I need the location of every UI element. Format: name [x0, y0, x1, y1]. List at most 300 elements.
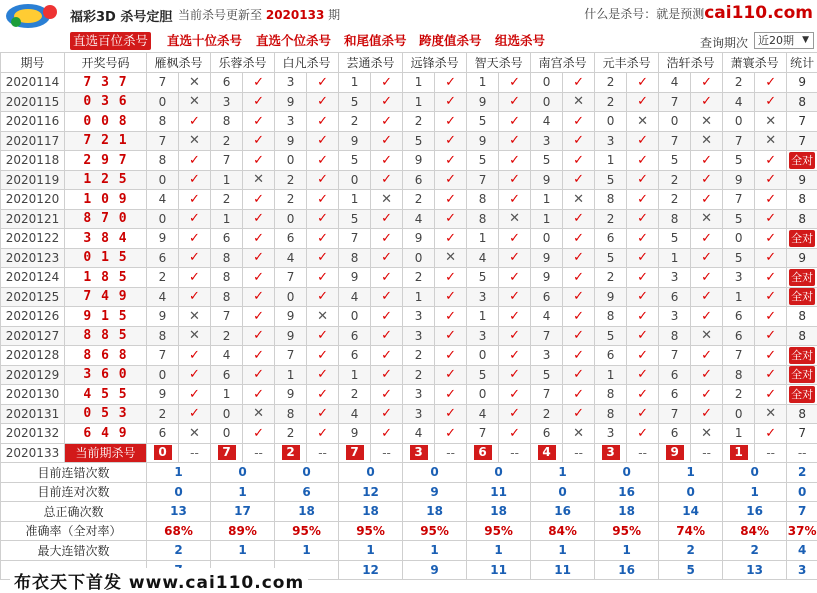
kill-number-cell: 5 — [467, 268, 499, 288]
column-header: 期号 — [1, 53, 65, 73]
kill-number-cell: 7 — [467, 424, 499, 444]
check-icon: ✓ — [307, 131, 339, 151]
check-icon: ✓ — [371, 151, 403, 171]
period-cell: 2020118 — [1, 151, 65, 171]
current-period-row — [1, 443, 817, 463]
check-icon: ✓ — [243, 190, 275, 210]
kill-number-cell: 2 — [339, 385, 371, 405]
check-icon: ✓ — [499, 248, 531, 268]
current-kill-value: 7 — [346, 445, 364, 460]
check-icon: ✓ — [691, 365, 723, 385]
check-icon: ✓ — [179, 346, 211, 366]
check-icon: ✓ — [563, 209, 595, 229]
kill-number-cell: 6 — [659, 385, 691, 405]
site-link[interactable]: cai110.com — [704, 3, 813, 23]
check-icon: ✓ — [627, 92, 659, 112]
kill-number-cell: 4 — [275, 248, 307, 268]
kill-number-cell: 7 — [467, 170, 499, 190]
check-icon: ✓ — [435, 307, 467, 327]
period-cell: 2020123 — [1, 248, 65, 268]
check-icon: ✓ — [371, 268, 403, 288]
stats-value: 0 — [595, 463, 659, 483]
kill-number-cell: 2 — [595, 209, 627, 229]
kill-number-cell: 5 — [339, 151, 371, 171]
kill-number-cell: 0 — [339, 170, 371, 190]
check-icon: ✓ — [755, 248, 787, 268]
stats-value: 18 — [403, 502, 467, 522]
pending-cell: -- — [499, 443, 531, 463]
kill-number-cell: 9 — [723, 170, 755, 190]
kill-number-cell: 0 — [403, 248, 435, 268]
draw-number-cell: 7 4 9 — [65, 287, 147, 307]
kill-number-cell: 1 — [467, 229, 499, 249]
stats-value: 74% — [659, 521, 723, 541]
check-icon: ✓ — [243, 385, 275, 405]
table-row — [1, 248, 817, 268]
check-icon: ✓ — [435, 326, 467, 346]
cross-icon: ✕ — [179, 424, 211, 444]
current-kill-value: 7 — [218, 445, 236, 460]
check-icon: ✓ — [371, 131, 403, 151]
check-icon: ✓ — [243, 131, 275, 151]
cross-icon: ✕ — [691, 209, 723, 229]
check-icon: ✓ — [435, 190, 467, 210]
check-icon: ✓ — [691, 385, 723, 405]
kill-number-cell: 6 — [147, 424, 179, 444]
kill-number-cell: 6 — [211, 229, 243, 249]
kill-number-cell: 5 — [467, 151, 499, 171]
check-icon: ✓ — [691, 287, 723, 307]
period-cell: 2020119 — [1, 170, 65, 190]
check-icon: ✓ — [499, 424, 531, 444]
check-icon: ✓ — [499, 151, 531, 171]
pending-cell: -- — [243, 443, 275, 463]
kill-number-cell: 6 — [723, 326, 755, 346]
kill-number-cell: 7 — [339, 229, 371, 249]
stat-cell — [787, 229, 817, 249]
kill-number-cell: 8 — [211, 268, 243, 288]
kill-number-cell: 6 — [275, 229, 307, 249]
draw-number-cell: 1 2 5 — [65, 170, 147, 190]
check-icon: ✓ — [179, 365, 211, 385]
stats-value: 0 — [339, 463, 403, 483]
kill-number-cell: 7 — [659, 346, 691, 366]
check-icon: ✓ — [435, 229, 467, 249]
check-icon: ✓ — [307, 346, 339, 366]
check-icon: ✓ — [371, 229, 403, 249]
kill-number-cell: 7 — [659, 92, 691, 112]
check-icon: ✓ — [179, 287, 211, 307]
draw-number-cell: 9 1 5 — [65, 307, 147, 327]
period-cell: 2020130 — [1, 385, 65, 405]
stats-value: 95% — [595, 521, 659, 541]
kill-number-cell: 7 — [275, 346, 307, 366]
watermark-text: 布衣天下首发 www.cai110.com — [10, 568, 308, 593]
check-icon: ✓ — [691, 346, 723, 366]
all-correct-badge: 全对 — [789, 152, 815, 169]
kill-number-cell: 9 — [467, 131, 499, 151]
check-icon: ✓ — [371, 112, 403, 132]
kill-number-cell: 5 — [339, 209, 371, 229]
check-icon: ✓ — [243, 112, 275, 132]
check-icon: ✓ — [179, 112, 211, 132]
check-icon: ✓ — [307, 287, 339, 307]
kill-number-cell: 1 — [595, 151, 627, 171]
table-row — [1, 170, 817, 190]
column-header: 远锋杀号 — [403, 53, 467, 73]
kill-number-cell: 5 — [659, 151, 691, 171]
stats-value: 18 — [595, 502, 659, 522]
stats-value: 1 — [211, 541, 275, 561]
update-period: 2020133 — [266, 8, 324, 22]
check-icon: ✓ — [307, 385, 339, 405]
stats-row — [1, 463, 817, 483]
cross-icon: ✕ — [499, 209, 531, 229]
kill-number-cell: 5 — [467, 112, 499, 132]
check-icon: ✓ — [243, 287, 275, 307]
kill-number-cell: 1 — [211, 170, 243, 190]
draw-number-cell: 0 0 8 — [65, 112, 147, 132]
stat-cell: 8 — [787, 92, 817, 112]
kill-number-cell: 1 — [467, 307, 499, 327]
kill-number-cell: 9 — [595, 287, 627, 307]
current-kill-value: 0 — [154, 445, 172, 460]
kill-number-cell: 6 — [147, 248, 179, 268]
cross-icon: ✕ — [243, 170, 275, 190]
kill-number-cell: 5 — [723, 151, 755, 171]
column-header: 白凡杀号 — [275, 53, 339, 73]
kill-number-cell: 2 — [723, 73, 755, 93]
draw-number-cell: 3 8 4 — [65, 229, 147, 249]
check-icon: ✓ — [627, 385, 659, 405]
stats-row — [1, 482, 817, 502]
kill-number-cell: 7 — [659, 131, 691, 151]
cross-icon: ✕ — [691, 112, 723, 132]
check-icon: ✓ — [435, 73, 467, 93]
check-icon: ✓ — [307, 92, 339, 112]
kill-number-cell: 9 — [275, 326, 307, 346]
all-correct-badge: 全对 — [789, 269, 815, 286]
stats-label: 目前连对次数 — [1, 482, 147, 502]
stat-cell — [787, 287, 817, 307]
kill-number-cell: 0 — [211, 404, 243, 424]
kill-number-cell: 7 — [211, 307, 243, 327]
draw-number-cell: 0 1 5 — [65, 248, 147, 268]
current-kill-cell — [595, 443, 627, 463]
stat-cell — [787, 385, 817, 405]
check-icon: ✓ — [243, 365, 275, 385]
tab-hundreds-kill[interactable]: 直选百位杀号 — [70, 32, 151, 50]
check-icon: ✓ — [563, 170, 595, 190]
check-icon: ✓ — [243, 229, 275, 249]
stats-value: 12 — [339, 482, 403, 502]
stats-value: 0 — [275, 463, 339, 483]
column-header: 浩轩杀号 — [659, 53, 723, 73]
period-cell: 2020122 — [1, 229, 65, 249]
check-icon: ✓ — [179, 404, 211, 424]
stats-value: 89% — [211, 521, 275, 541]
kill-number-cell: 7 — [147, 131, 179, 151]
check-icon: ✓ — [371, 73, 403, 93]
stat-cell — [787, 151, 817, 171]
check-icon: ✓ — [307, 326, 339, 346]
kill-number-cell: 6 — [595, 229, 627, 249]
check-icon: ✓ — [371, 346, 403, 366]
kill-number-cell: 3 — [211, 92, 243, 112]
kill-number-cell: 9 — [531, 248, 563, 268]
cross-icon: ✕ — [435, 248, 467, 268]
check-icon: ✓ — [627, 131, 659, 151]
kill-number-cell: 3 — [275, 73, 307, 93]
stats-value: 1 — [211, 482, 275, 502]
check-icon: ✓ — [179, 151, 211, 171]
stats-value: 0 — [211, 463, 275, 483]
current-kill-value: 3 — [410, 445, 428, 460]
check-icon: ✓ — [755, 307, 787, 327]
cross-icon: ✕ — [371, 190, 403, 210]
stats-value: 18 — [339, 502, 403, 522]
kill-number-cell: 2 — [275, 170, 307, 190]
cross-icon: ✕ — [179, 307, 211, 327]
check-icon: ✓ — [243, 346, 275, 366]
kill-number-cell: 6 — [211, 365, 243, 385]
check-icon: ✓ — [691, 92, 723, 112]
stats-value: 16 — [595, 560, 659, 580]
tab-tens-kill[interactable]: 直选十位杀号 — [164, 32, 245, 50]
stats-value: 3 — [787, 560, 817, 580]
tab-sum-tail-kill[interactable]: 和尾值杀号 — [341, 32, 410, 50]
period-cell: 2020116 — [1, 112, 65, 132]
check-icon: ✓ — [563, 404, 595, 424]
kill-number-cell: 5 — [723, 209, 755, 229]
check-icon: ✓ — [371, 365, 403, 385]
kill-number-cell: 1 — [403, 92, 435, 112]
stats-value: 95% — [467, 521, 531, 541]
kill-number-cell: 3 — [467, 326, 499, 346]
table-row — [1, 131, 817, 151]
check-icon: ✓ — [627, 229, 659, 249]
check-icon: ✓ — [435, 112, 467, 132]
check-icon: ✓ — [307, 209, 339, 229]
stats-value: 1 — [723, 482, 787, 502]
kill-number-cell: 0 — [275, 209, 307, 229]
kill-number-cell: 1 — [659, 248, 691, 268]
cross-icon: ✕ — [755, 131, 787, 151]
check-icon: ✓ — [627, 209, 659, 229]
kill-number-cell: 7 — [147, 73, 179, 93]
check-icon: ✓ — [435, 131, 467, 151]
stats-value: 18 — [467, 502, 531, 522]
kill-number-cell: 3 — [531, 346, 563, 366]
kill-number-cell: 0 — [659, 112, 691, 132]
kill-number-cell: 6 — [339, 326, 371, 346]
kill-number-cell: 5 — [723, 248, 755, 268]
kill-number-cell: 2 — [211, 131, 243, 151]
stats-value: 9 — [403, 560, 467, 580]
check-icon: ✓ — [371, 92, 403, 112]
check-icon: ✓ — [755, 365, 787, 385]
kill-number-cell: 1 — [531, 209, 563, 229]
check-icon: ✓ — [627, 151, 659, 171]
check-icon: ✓ — [243, 151, 275, 171]
kill-number-cell: 8 — [659, 209, 691, 229]
kill-number-cell: 0 — [531, 73, 563, 93]
tab-span-kill[interactable]: 跨度值杀号 — [416, 32, 485, 50]
check-icon: ✓ — [499, 190, 531, 210]
kill-number-cell: 7 — [723, 346, 755, 366]
kill-number-cell: 9 — [531, 268, 563, 288]
stats-label: 最大连错次数 — [1, 541, 147, 561]
cross-icon: ✕ — [691, 131, 723, 151]
kill-number-cell: 4 — [531, 307, 563, 327]
tab-group-kill[interactable]: 组选杀号 — [492, 32, 548, 50]
draw-number-cell: 3 6 0 — [65, 365, 147, 385]
check-icon: ✓ — [243, 73, 275, 93]
check-icon: ✓ — [691, 151, 723, 171]
check-icon: ✓ — [691, 73, 723, 93]
check-icon: ✓ — [499, 131, 531, 151]
table-row — [1, 307, 817, 327]
kill-number-cell: 0 — [211, 424, 243, 444]
period-select[interactable]: 近20期 ▼ — [754, 32, 814, 49]
stat-cell: 9 — [787, 248, 817, 268]
table-row — [1, 287, 817, 307]
check-icon: ✓ — [563, 346, 595, 366]
check-icon: ✓ — [435, 287, 467, 307]
check-icon: ✓ — [691, 404, 723, 424]
kill-number-cell: 8 — [723, 365, 755, 385]
kill-number-cell: 2 — [147, 268, 179, 288]
stat-cell: 8 — [787, 209, 817, 229]
kill-number-cell: 0 — [147, 209, 179, 229]
draw-number-cell: 7 3 7 — [65, 73, 147, 93]
stat-cell: 8 — [787, 307, 817, 327]
stat-cell: 8 — [787, 326, 817, 346]
check-icon: ✓ — [627, 170, 659, 190]
kill-number-cell: 1 — [339, 190, 371, 210]
current-kill-cell — [339, 443, 371, 463]
check-icon: ✓ — [627, 248, 659, 268]
check-icon: ✓ — [563, 385, 595, 405]
kill-number-cell: 7 — [147, 346, 179, 366]
app-title: 福彩3D 杀号定胆 — [70, 6, 172, 25]
check-icon: ✓ — [755, 346, 787, 366]
table-row — [1, 346, 817, 366]
stats-value: 95% — [339, 521, 403, 541]
stats-value: 5 — [659, 560, 723, 580]
draw-number-cell: 2 9 7 — [65, 151, 147, 171]
table-header — [1, 53, 817, 73]
kill-number-cell: 8 — [595, 385, 627, 405]
check-icon: ✓ — [243, 424, 275, 444]
stats-value: 2 — [659, 541, 723, 561]
stats-value: 13 — [723, 560, 787, 580]
kill-number-cell: 2 — [403, 346, 435, 366]
check-icon: ✓ — [499, 365, 531, 385]
kill-number-cell: 5 — [403, 131, 435, 151]
kill-number-cell: 4 — [659, 73, 691, 93]
stat-cell — [787, 365, 817, 385]
check-icon: ✓ — [627, 346, 659, 366]
stats-value: 6 — [275, 482, 339, 502]
column-header: 开奖号码 — [65, 53, 147, 73]
stats-value: 1 — [659, 463, 723, 483]
kill-number-cell: 8 — [147, 151, 179, 171]
check-icon: ✓ — [563, 112, 595, 132]
cross-icon: ✕ — [563, 190, 595, 210]
current-kill-cell — [659, 443, 691, 463]
kill-number-cell: 2 — [403, 365, 435, 385]
kill-number-cell: 7 — [211, 151, 243, 171]
kill-number-cell: 2 — [531, 404, 563, 424]
check-icon: ✓ — [755, 209, 787, 229]
stats-value: 0 — [723, 463, 787, 483]
current-kill-value: 6 — [474, 445, 492, 460]
cross-icon: ✕ — [243, 404, 275, 424]
kill-number-cell: 1 — [403, 73, 435, 93]
check-icon: ✓ — [499, 307, 531, 327]
check-icon: ✓ — [243, 209, 275, 229]
kill-number-cell: 4 — [147, 190, 179, 210]
kill-number-cell: 7 — [531, 385, 563, 405]
all-correct-badge: 全对 — [789, 386, 815, 403]
check-icon: ✓ — [627, 190, 659, 210]
stats-label: 准确率（全对率） — [1, 521, 147, 541]
check-icon: ✓ — [755, 92, 787, 112]
stats-value: 16 — [595, 482, 659, 502]
kill-number-cell: 5 — [595, 170, 627, 190]
check-icon: ✓ — [307, 151, 339, 171]
stat-cell — [787, 268, 817, 288]
draw-number-cell: 4 5 5 — [65, 385, 147, 405]
kill-number-cell: 9 — [339, 268, 371, 288]
kill-number-cell: 3 — [659, 307, 691, 327]
kill-number-cell: 2 — [595, 268, 627, 288]
kill-number-cell: 1 — [723, 424, 755, 444]
kill-number-cell: 0 — [723, 229, 755, 249]
check-icon: ✓ — [179, 248, 211, 268]
kill-number-cell: 3 — [467, 287, 499, 307]
kill-number-cell: 1 — [211, 209, 243, 229]
kill-number-cell: 5 — [659, 229, 691, 249]
cross-icon: ✕ — [627, 112, 659, 132]
kill-number-cell: 9 — [275, 307, 307, 327]
kill-number-cell: 3 — [275, 112, 307, 132]
all-correct-badge: 全对 — [789, 288, 815, 305]
tab-units-kill[interactable]: 直选个位杀号 — [253, 32, 334, 50]
column-header: 统计 — [787, 53, 817, 73]
pending-cell: -- — [371, 443, 403, 463]
kill-number-cell: 9 — [147, 385, 179, 405]
kill-number-cell: 0 — [275, 151, 307, 171]
check-icon: ✓ — [499, 229, 531, 249]
check-icon: ✓ — [179, 268, 211, 288]
stats-value: 1 — [531, 541, 595, 561]
stats-value: 0 — [403, 463, 467, 483]
kill-number-cell: 0 — [723, 404, 755, 424]
kill-number-cell: 0 — [147, 365, 179, 385]
cross-icon: ✕ — [179, 73, 211, 93]
current-kill-value: 1 — [730, 445, 748, 460]
nav-tabs — [0, 31, 817, 51]
check-icon: ✓ — [435, 346, 467, 366]
check-icon: ✓ — [755, 190, 787, 210]
kill-number-cell: 8 — [211, 112, 243, 132]
check-icon: ✓ — [755, 385, 787, 405]
pending-cell: -- — [755, 443, 787, 463]
stats-value: 1 — [147, 463, 211, 483]
kill-number-cell: 7 — [275, 268, 307, 288]
